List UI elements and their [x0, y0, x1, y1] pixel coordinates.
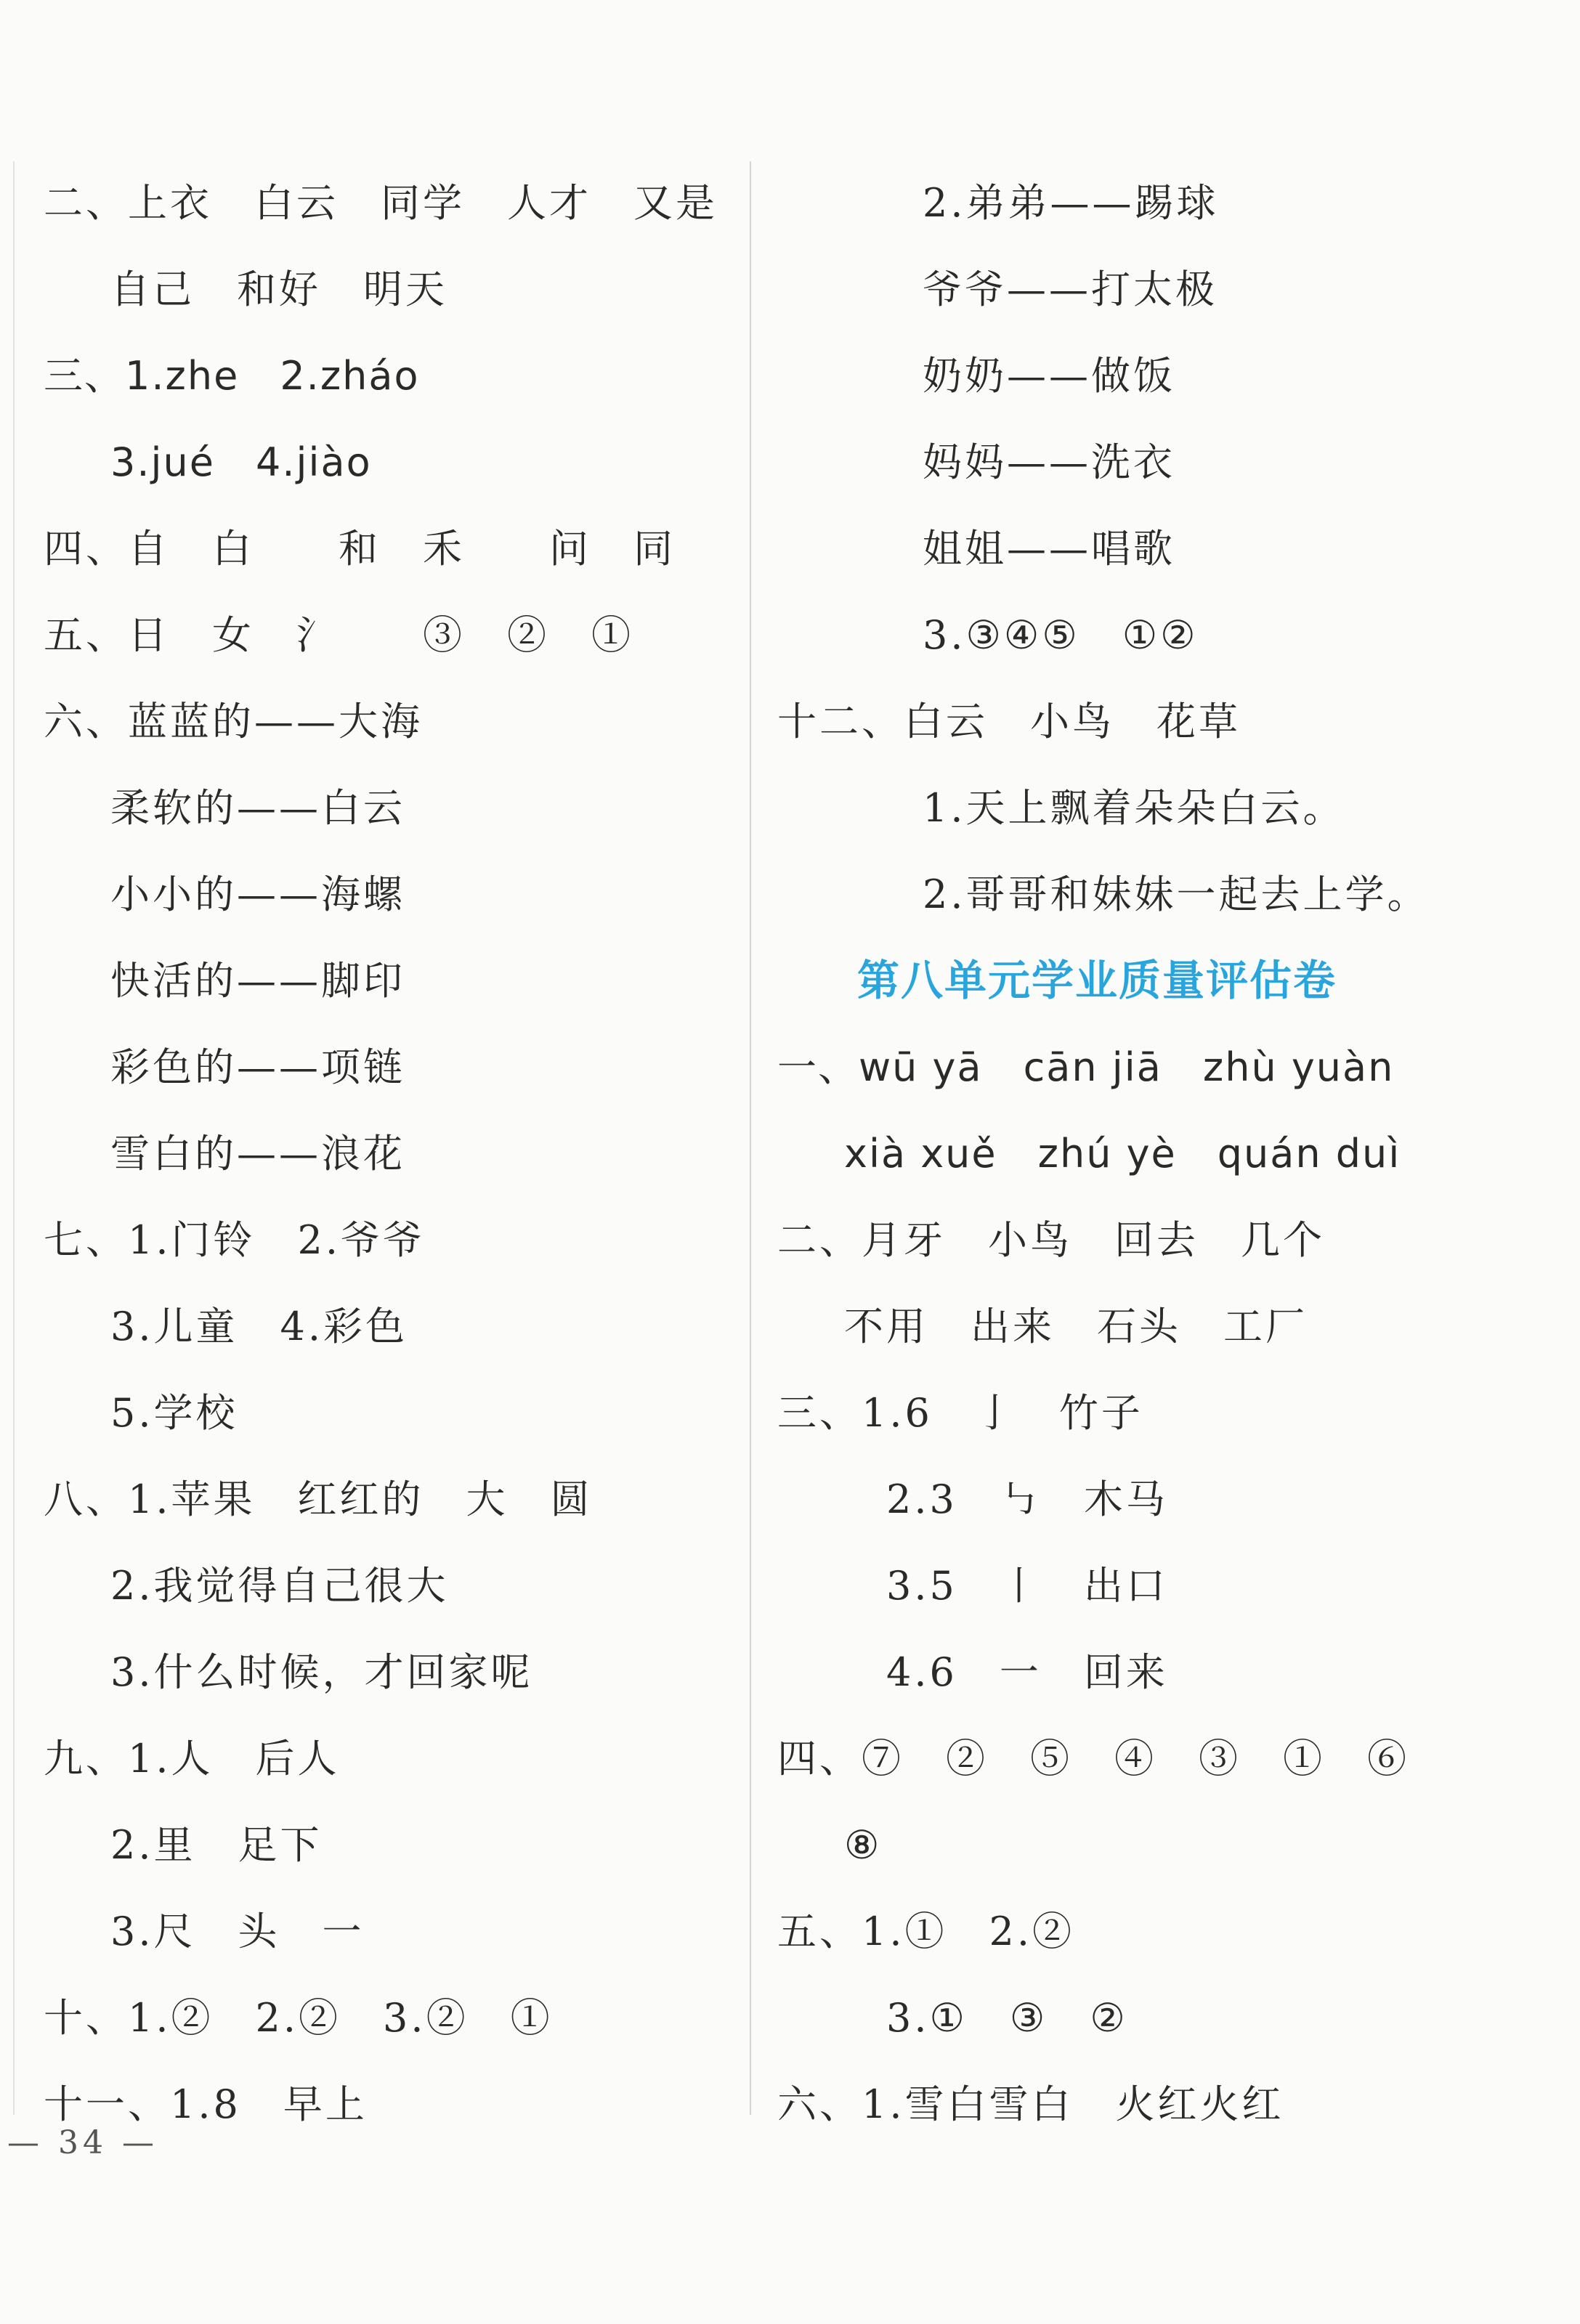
answer-line: 小小的——海螺 — [110, 871, 405, 917]
right-column — [777, 160, 1547, 2148]
left-column — [44, 160, 741, 2148]
page-edge-line — [13, 161, 15, 2115]
answer-line: 不用 出来 石头 工厂 — [844, 1304, 1308, 1349]
answer-line: 3.① ③ ② — [886, 1995, 1128, 2041]
answer-line: 3.儿童 4.彩色 — [110, 1304, 408, 1349]
answer-line: 四、自 白 和 禾 问 同 — [44, 526, 676, 572]
answer-line: 2.里 足下 — [110, 1822, 323, 1868]
page-number: — 34 — — [7, 2124, 158, 2161]
answer-line: 八、1.苹果 红红的 大 圆 — [44, 1476, 593, 1522]
answer-line: 妈妈——洗衣 — [923, 439, 1175, 485]
answer-line: 姐姐——唱歌 — [923, 526, 1175, 572]
answer-line: 4.6 一 回来 — [886, 1649, 1168, 1695]
answer-line: 一、wū yā cān jiā zhù yuàn — [777, 1044, 1395, 1090]
answer-line: 奶奶——做饭 — [923, 353, 1175, 399]
answer-line: 2.我觉得自己很大 — [110, 1563, 449, 1609]
answer-line: 二、上衣 白云 同学 人才 又是 — [44, 180, 718, 226]
column-divider — [750, 161, 751, 2115]
answer-line: 自己 和好 明天 — [110, 267, 447, 312]
answer-line: 三、1.6 亅 竹子 — [777, 1390, 1143, 1436]
answer-line: 爷爷——打太极 — [923, 267, 1218, 312]
answer-line: 3.尺 头 一 — [110, 1909, 365, 1954]
answer-line: 雪白的——浪花 — [110, 1131, 405, 1177]
answer-line: 2.3 ㇉ 木马 — [886, 1476, 1168, 1522]
answer-line: 柔软的——白云 — [110, 785, 405, 831]
answer-line: 五、日 女 氵 ③ ② ① — [44, 612, 633, 658]
answer-line: ⑧ — [844, 1822, 883, 1868]
answer-line: 3.jué 4.jiào — [110, 439, 372, 485]
answer-line: 六、蓝蓝的——大海 — [44, 699, 423, 744]
answer-line: 1.天上飘着朵朵白云。 — [923, 785, 1345, 831]
answer-line: 五、1.① 2.② — [777, 1909, 1075, 1954]
answer-line: 5.学校 — [110, 1390, 238, 1436]
answer-line: 快活的——脚印 — [110, 958, 405, 1004]
answer-line: 九、1.人 后人 — [44, 1736, 340, 1781]
answer-line: 二、月牙 小鸟 回去 几个 — [777, 1217, 1325, 1263]
answer-line: 十二、白云 小鸟 花草 — [777, 699, 1241, 744]
answer-line: 3.什么时候，才回家呢 — [110, 1649, 533, 1695]
answer-line: 三、1.zhe 2.zháo — [44, 353, 420, 399]
answer-line: 2.弟弟——踢球 — [923, 180, 1219, 226]
answer-line: xià xuě zhú yè quán duì — [844, 1131, 1401, 1177]
answer-line: 六、1.雪白雪白 火红火红 — [777, 2081, 1284, 2127]
answer-line: 十一、1.8 早上 — [44, 2081, 368, 2127]
section-heading: 第八单元学业质量评估卷 — [857, 956, 1337, 1005]
answer-line: 3.③④⑤ ①② — [923, 612, 1199, 658]
answer-line: 3.5 丨 出口 — [886, 1563, 1168, 1609]
answer-line: 彩色的——项链 — [110, 1044, 405, 1090]
answer-line: 四、⑦ ② ⑤ ④ ③ ① ⑥ — [777, 1736, 1409, 1781]
answer-line: 七、1.门铃 2.爷爷 — [44, 1217, 426, 1263]
answer-line: 十、1.② 2.② 3.② ① — [44, 1995, 553, 2041]
answer-line: 2.哥哥和妹妹一起去上学。 — [923, 871, 1430, 917]
